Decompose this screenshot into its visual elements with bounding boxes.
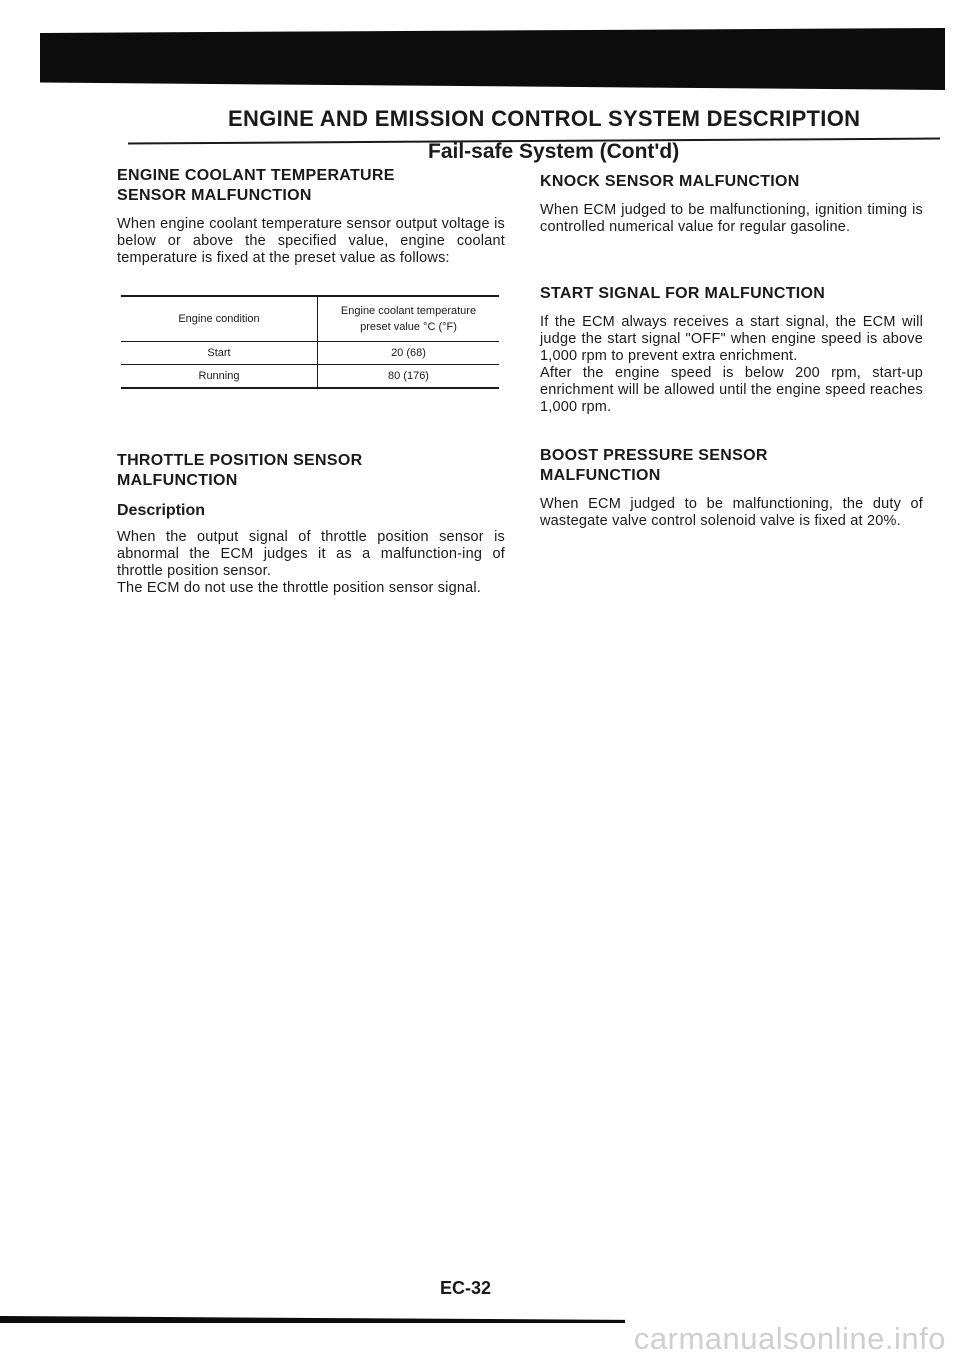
coolant-heading-line1: ENGINE COOLANT TEMPERATURE [117,167,395,184]
table-row [121,342,499,365]
coolant-heading-line2: SENSOR MALFUNCTION [117,187,312,204]
table-header-row [121,296,499,342]
throttle-text-2: The ECM do not use the throttle position sensor signal. [117,580,482,596]
value-cell: 80 (176) [388,370,429,382]
coolant-preset-table [121,295,499,389]
value-cell: 20 (68) [391,347,426,359]
table-row [121,365,499,389]
condition-cell: Running [121,365,318,389]
footer-black-bar [0,1316,625,1323]
throttle-heading-line1: THROTTLE POSITION SENSOR [117,452,363,469]
start-signal-heading: START SIGNAL FOR MALFUNCTION [540,285,826,302]
start-signal-section [540,284,923,416]
page-number: EC-32 [440,1278,492,1298]
knock-sensor-heading: KNOCK SENSOR MALFUNCTION [540,173,800,190]
knock-sensor-section [540,172,923,236]
preset-header-line1: Engine coolant temperature [340,305,477,317]
condition-cell: Start [121,342,318,365]
boost-heading-line1: BOOST PRESSURE SENSOR [540,447,768,464]
throttle-sensor-section [117,451,505,597]
preset-header-line2: preset value °C (°F) [360,321,457,333]
throttle-heading-line2: MALFUNCTION [117,472,238,489]
start-signal-text-1: If the ECM always receives a start signal, the ECM will judge the start signal "OFF" when engine speed is above 1,000 rpm to prevent extra enrichment. [540,314,923,364]
throttle-sensor-heading [117,451,505,491]
knock-sensor-text: When ECM judged to be malfunctioning, ignition timing is controlled numerical value for regular gasoline. [540,202,923,235]
coolant-sensor-heading [117,166,505,206]
left-column [117,166,505,627]
watermark: carmanualsonline.info [633,1321,946,1356]
preset-value-header [318,296,500,342]
description-subheading: Description [117,502,206,519]
throttle-text-1: When the output signal of throttle position sensor is abnormal the ECM judges it as a malfunction-ing of throttle position sensor. [117,529,505,579]
page-title: ENGINE AND EMISSION CONTROL SYSTEM DESCRIPTION [228,106,861,131]
header-black-bar [40,28,945,90]
coolant-sensor-text: When engine coolant temperature sensor output voltage is below or above the specified value, engine coolant temperature is fixed at the preset value as follows: [117,216,505,266]
boost-heading-line2: MALFUNCTION [540,467,661,484]
coolant-sensor-section [117,166,505,389]
engine-condition-header: Engine condition [121,296,318,342]
section-title: Fail-safe System (Cont'd) [428,140,680,163]
boost-sensor-text: When ECM judged to be malfunctioning, the duty of wastegate valve control solenoid valve is fixed at 20%. [540,496,923,529]
right-column [540,172,923,560]
boost-sensor-section [540,446,923,530]
start-signal-text-2: After the engine speed is below 200 rpm, start-up enrichment will be allowed until the engine speed reaches 1,000 rpm. [540,365,923,415]
boost-sensor-heading [540,446,923,486]
